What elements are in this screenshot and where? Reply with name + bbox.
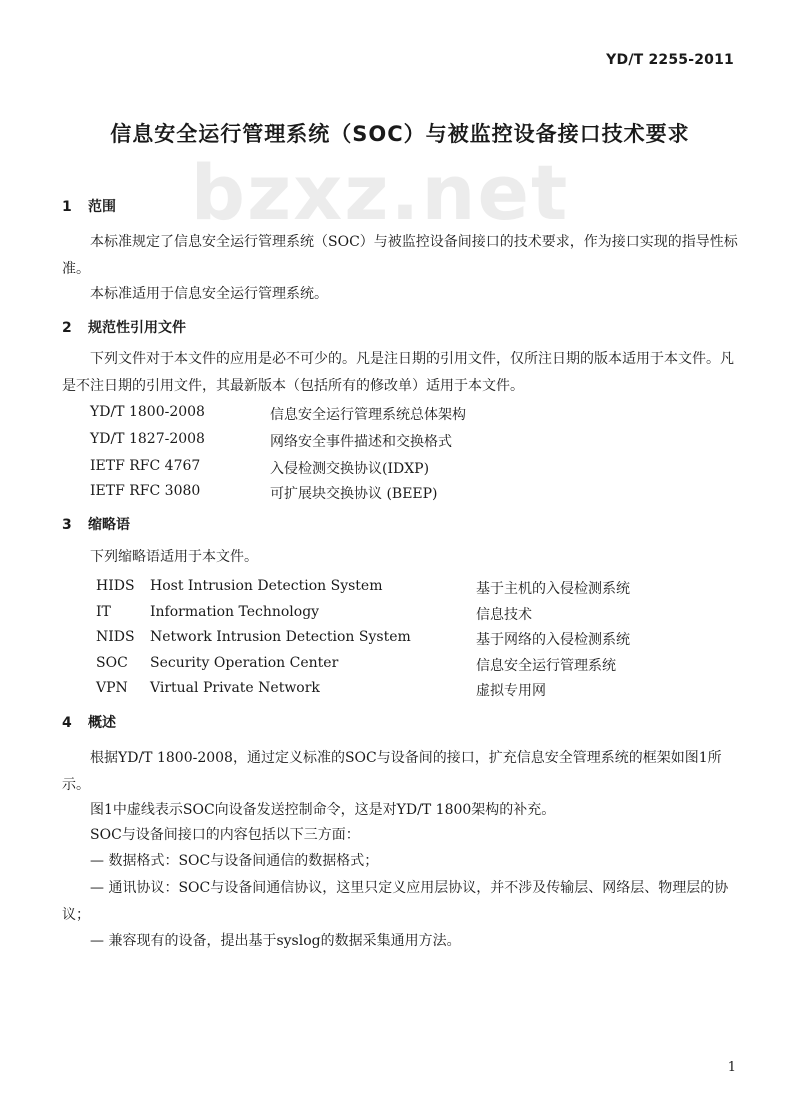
section-number: 3 — [62, 517, 72, 533]
section-title: 范围 — [88, 199, 116, 215]
reference-code: IETF RFC 4767 — [90, 458, 201, 474]
reference-title: 网络安全事件描述和交换格式 — [270, 434, 452, 450]
abbreviation-chinese: 信息技术 — [476, 607, 532, 623]
section-1-paragraph-1 — [62, 229, 742, 283]
abbreviation-english: Network Intrusion Detection System — [150, 629, 411, 645]
abbreviation-code: HIDS — [96, 578, 135, 594]
list-item-text: — 通讯协议：SOC与设备间通信协议，这里只定义应用层协议，并不涉及传输层、网络层、物理层的协议； — [62, 880, 729, 923]
abbreviation-english: Information Technology — [150, 604, 320, 620]
paragraph-text: 下列缩略语适用于本文件。 — [90, 549, 258, 565]
abbreviation-chinese: 基于主机的入侵检测系统 — [476, 581, 630, 597]
reference-code: IETF RFC 3080 — [90, 483, 201, 499]
abbreviation-code: IT — [96, 604, 111, 620]
section-4-paragraph-2 — [62, 797, 742, 824]
document-title: 信息安全运行管理系统（SOC）与被监控设备接口技术要求 — [110, 122, 690, 146]
section-1-paragraph-2 — [62, 281, 742, 308]
section-4-paragraph-1 — [62, 745, 742, 799]
section-title: 规范性引用文件 — [88, 320, 186, 336]
section-4-paragraph-3 — [62, 822, 742, 849]
abbreviation-english: Security Operation Center — [150, 655, 339, 671]
section-3-heading — [62, 514, 130, 534]
reference-title: 可扩展块交换协议 (BEEP) — [270, 486, 438, 502]
paragraph-text: 下列文件对于本文件的应用是必不可少的。凡是注日期的引用文件，仅所注日期的版本适用于本文件。凡是不注日期的引用文件，其最新版本（包括所有的修改单）适用于本文件。 — [62, 351, 734, 394]
list-item-text: — 数据格式：SOC与设备间通信的数据格式； — [90, 853, 379, 869]
section-number: 2 — [62, 320, 72, 336]
section-4-list-item-1 — [62, 848, 742, 875]
abbreviation-code: NIDS — [96, 629, 135, 645]
section-4-heading — [62, 712, 116, 732]
section-title: 概述 — [88, 715, 116, 731]
standard-number: YD/T 2255-2011 — [606, 52, 734, 68]
section-1-heading — [62, 196, 116, 216]
watermark: bzxz.net — [190, 148, 570, 237]
section-number: 4 — [62, 715, 72, 731]
section-title: 缩略语 — [88, 517, 130, 533]
section-2-heading — [62, 317, 186, 337]
page-number: 1 — [727, 1060, 736, 1075]
abbreviation-code: SOC — [96, 655, 128, 671]
reference-title: 信息安全运行管理系统总体架构 — [270, 407, 466, 423]
list-item-text: — 兼容现有的设备，提出基于syslog的数据采集通用方法。 — [90, 933, 461, 949]
abbreviation-chinese: 信息安全运行管理系统 — [476, 658, 616, 674]
section-4-list-item-2 — [62, 875, 742, 929]
reference-code: YD/T 1800-2008 — [90, 404, 205, 420]
abbreviation-english: Virtual Private Network — [150, 680, 320, 696]
abbreviation-chinese: 基于网络的入侵检测系统 — [476, 632, 630, 648]
section-number: 1 — [62, 199, 72, 215]
section-3-intro — [62, 544, 742, 571]
section-4-list-item-3 — [62, 928, 742, 955]
abbreviation-code: VPN — [96, 680, 128, 696]
reference-title: 入侵检测交换协议(IDXP) — [270, 461, 430, 477]
abbreviation-chinese: 虚拟专用网 — [476, 683, 546, 699]
paragraph-text: 本标准规定了信息安全运行管理系统（SOC）与被监控设备间接口的技术要求，作为接口实现的指导性标准。 — [62, 234, 738, 277]
paragraph-text: 本标准适用于信息安全运行管理系统。 — [90, 286, 328, 302]
paragraph-text: 根据YD/T 1800-2008，通过定义标准的SOC与设备间的接口，扩充信息安全管理系统的框架如图1所示。 — [62, 750, 722, 793]
abbreviation-english: Host Intrusion Detection System — [150, 578, 383, 594]
section-2-intro — [62, 346, 742, 400]
paragraph-text: SOC与设备间接口的内容包括以下三方面： — [90, 827, 360, 843]
paragraph-text: 图1中虚线表示SOC向设备发送控制命令，这是对YD/T 1800架构的补充。 — [90, 802, 556, 818]
reference-code: YD/T 1827-2008 — [90, 431, 205, 447]
